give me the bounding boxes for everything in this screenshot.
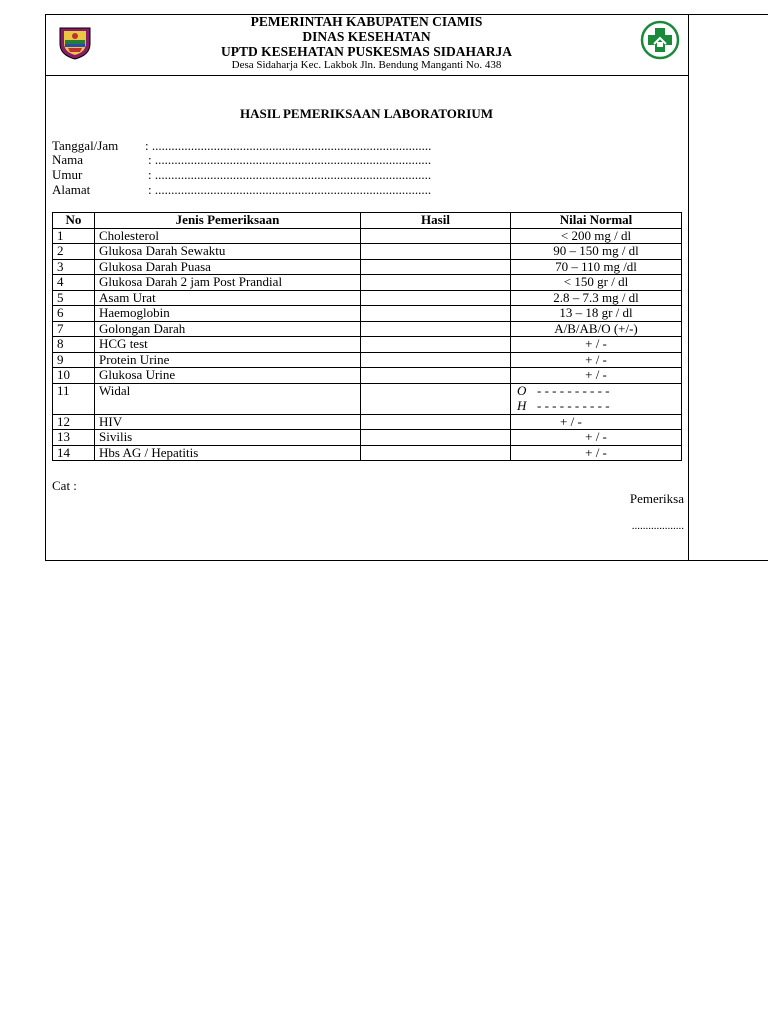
header-divider bbox=[45, 75, 688, 76]
cell-normal-value: 70 – 110 mg /dl bbox=[511, 259, 682, 275]
cell-no: 7 bbox=[53, 321, 95, 337]
column-header-result: Hasil bbox=[361, 213, 511, 229]
table-row bbox=[53, 414, 682, 430]
cell-normal-value-widal bbox=[511, 383, 682, 414]
cell-no: 5 bbox=[53, 290, 95, 306]
cell-normal-value: 2.8 – 7.3 mg / dl bbox=[511, 290, 682, 306]
cell-normal-value: + / - bbox=[511, 414, 682, 430]
table-row bbox=[53, 352, 682, 368]
cell-no: 13 bbox=[53, 430, 95, 446]
table-row bbox=[53, 337, 682, 353]
widal-o-label: O bbox=[517, 382, 527, 398]
table-row bbox=[53, 430, 682, 446]
cell-normal-value: + / - bbox=[511, 445, 682, 461]
cell-examination: Hbs AG / Hepatitis bbox=[95, 445, 361, 461]
cell-result[interactable] bbox=[361, 321, 511, 337]
cell-no: 10 bbox=[53, 368, 95, 384]
table-row bbox=[53, 445, 682, 461]
cell-result[interactable] bbox=[361, 368, 511, 384]
notes-label: Cat : bbox=[52, 478, 77, 493]
table-row bbox=[53, 306, 682, 322]
cell-result[interactable] bbox=[361, 383, 511, 414]
column-header-normal-value: Nilai Normal bbox=[511, 213, 682, 229]
header-government: PEMERINTAH KABUPATEN CIAMIS bbox=[250, 14, 483, 29]
cell-normal-value: + / - bbox=[511, 368, 682, 384]
field-label: Nama bbox=[52, 152, 84, 167]
cell-no: 6 bbox=[53, 306, 95, 322]
field-address bbox=[52, 182, 432, 197]
cell-result[interactable] bbox=[361, 290, 511, 306]
examiner-signature-line: ................... bbox=[631, 520, 684, 532]
cell-no: 1 bbox=[53, 228, 95, 244]
cell-result[interactable] bbox=[361, 414, 511, 430]
cell-no: 8 bbox=[53, 337, 95, 353]
cell-normal-value: 90 – 150 mg / dl bbox=[511, 244, 682, 260]
field-age bbox=[52, 167, 432, 182]
cell-result[interactable] bbox=[361, 275, 511, 291]
header-clinic: UPTD KESEHATAN PUSKESMAS SIDAHARJA bbox=[221, 44, 512, 59]
field-blank: : ..................................................................................... bbox=[148, 167, 432, 182]
frame-divider bbox=[688, 14, 689, 561]
cell-result[interactable] bbox=[361, 259, 511, 275]
field-name bbox=[52, 152, 432, 167]
field-blank: : ..................................................................................... bbox=[148, 182, 432, 197]
widal-o-line bbox=[517, 384, 677, 399]
cell-result[interactable] bbox=[361, 445, 511, 461]
field-blank: : ..................................................................................... bbox=[148, 152, 432, 167]
lab-results-table bbox=[52, 212, 682, 461]
widal-o-dashes: - - - - - - - - - - bbox=[537, 382, 610, 398]
cell-examination: Sivilis bbox=[95, 430, 361, 446]
cell-examination: Haemoglobin bbox=[95, 306, 361, 322]
cell-examination: Asam Urat bbox=[95, 290, 361, 306]
cell-result[interactable] bbox=[361, 337, 511, 353]
cell-examination: Golongan Darah bbox=[95, 321, 361, 337]
cell-no: 14 bbox=[53, 445, 95, 461]
cell-result[interactable] bbox=[361, 430, 511, 446]
column-header-no: No bbox=[53, 213, 95, 229]
cell-examination: Glukosa Darah Sewaktu bbox=[95, 244, 361, 260]
field-date-time bbox=[52, 138, 432, 153]
table-row bbox=[53, 290, 682, 306]
field-label: Tanggal/Jam bbox=[52, 138, 119, 153]
cell-examination: HCG test bbox=[95, 337, 361, 353]
table-header-row bbox=[53, 213, 682, 229]
widal-h-line bbox=[517, 399, 677, 414]
widal-h-dashes: - - - - - - - - - - bbox=[537, 397, 610, 413]
cell-normal-value: A/B/AB/O (+/-) bbox=[511, 321, 682, 337]
header-address: Desa Sidaharja Kec. Lakbok Jln. Bendung Manganti No. 438 bbox=[231, 59, 502, 71]
cell-examination: Glukosa Darah 2 jam Post Prandial bbox=[95, 275, 361, 291]
cell-examination: Glukosa Darah Puasa bbox=[95, 259, 361, 275]
field-blank: : ...................................................................................... bbox=[145, 138, 432, 153]
table-row bbox=[53, 259, 682, 275]
cell-normal-value: + / - bbox=[511, 337, 682, 353]
cell-examination: Cholesterol bbox=[95, 228, 361, 244]
cell-no: 4 bbox=[53, 275, 95, 291]
widal-h-label: H bbox=[517, 397, 527, 413]
cell-examination: Widal bbox=[95, 383, 361, 414]
header-department: DINAS KESEHATAN bbox=[302, 29, 431, 44]
cell-result[interactable] bbox=[361, 244, 511, 260]
cell-no: 2 bbox=[53, 244, 95, 260]
cell-normal-value: 13 – 18 gr / dl bbox=[511, 306, 682, 322]
cell-result[interactable] bbox=[361, 306, 511, 322]
cell-result[interactable] bbox=[361, 352, 511, 368]
cell-normal-value: < 150 gr / dl bbox=[511, 275, 682, 291]
cell-normal-value: + / - bbox=[511, 352, 682, 368]
cell-no: 12 bbox=[53, 414, 95, 430]
table-row bbox=[53, 275, 682, 291]
cell-normal-value: + / - bbox=[511, 430, 682, 446]
cell-examination: HIV bbox=[95, 414, 361, 430]
column-header-examination: Jenis Pemeriksaan bbox=[95, 213, 361, 229]
cell-no: 3 bbox=[53, 259, 95, 275]
cell-no: 9 bbox=[53, 352, 95, 368]
cell-examination: Protein Urine bbox=[95, 352, 361, 368]
cell-no: 11 bbox=[53, 383, 95, 414]
field-label: Umur bbox=[52, 167, 83, 182]
cell-examination: Glukosa Urine bbox=[95, 368, 361, 384]
document-title: HASIL PEMERIKSAAN LABORATORIUM bbox=[239, 106, 494, 121]
table-row-widal bbox=[53, 383, 682, 414]
cell-normal-value: < 200 mg / dl bbox=[511, 228, 682, 244]
cell-result[interactable] bbox=[361, 228, 511, 244]
table-row bbox=[53, 368, 682, 384]
table-row bbox=[53, 228, 682, 244]
examiner-label: Pemeriksa bbox=[629, 491, 684, 506]
table-row bbox=[53, 244, 682, 260]
field-label: Alamat bbox=[52, 182, 91, 197]
table-row bbox=[53, 321, 682, 337]
